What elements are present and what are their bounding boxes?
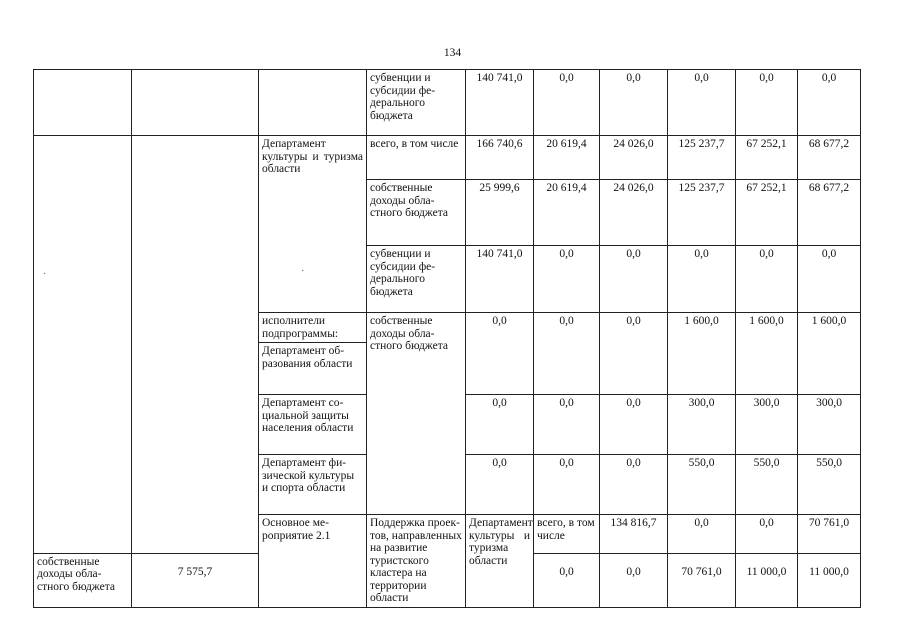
- value-cell: 300,0: [668, 395, 736, 455]
- value-cell: 125 237,7: [668, 136, 736, 180]
- empty-cell: [132, 136, 259, 554]
- measure-label: Основное мероприятие 2.1: [259, 515, 367, 608]
- empty-cell: [132, 70, 259, 136]
- value-cell: 140 741,0: [466, 70, 534, 136]
- value-cell: 166 740,6: [466, 136, 534, 180]
- value-cell: 0,0: [600, 553, 668, 607]
- value-cell: 1 600,0: [736, 313, 798, 395]
- executor-cell: Департамент физической культуры и спорта области: [259, 455, 367, 515]
- value-cell: 0,0: [466, 313, 534, 395]
- value-cell: 550,0: [736, 455, 798, 515]
- value-cell: 70 761,0: [798, 515, 861, 554]
- value-cell: 0,0: [668, 246, 736, 313]
- table-row: [34, 70, 861, 136]
- value-cell: 0,0: [600, 395, 668, 455]
- executor-cell: Департамент культуры и туризма области: [259, 136, 367, 313]
- value-cell: 0,0: [798, 70, 861, 136]
- scan-speck: ·: [301, 266, 305, 277]
- funding-source-label: собственные доходы областного бюджета: [367, 313, 466, 515]
- value-cell: 25 999,6: [466, 180, 534, 246]
- budget-table: [33, 69, 861, 608]
- value-cell: 0,0: [668, 70, 736, 136]
- value-cell: 70 761,0: [668, 553, 736, 607]
- value-cell: 134 816,7: [600, 515, 668, 554]
- value-cell: 0,0: [736, 515, 798, 554]
- value-cell: 0,0: [534, 395, 600, 455]
- value-cell: 0,0: [798, 246, 861, 313]
- value-cell: 11 000,0: [736, 553, 798, 607]
- value-cell: 0,0: [600, 70, 668, 136]
- value-cell: 0,0: [736, 246, 798, 313]
- value-cell: 0,0: [534, 553, 600, 607]
- value-cell: 20 619,4: [534, 136, 600, 180]
- funding-source-label: всего, в том числе: [367, 136, 466, 180]
- value-cell: 67 252,1: [736, 136, 798, 180]
- funding-source-label: субвенции и субсидии федерального бюджета: [367, 70, 466, 136]
- education-dept-label: Департамент образования области: [262, 345, 353, 370]
- value-cell: 0,0: [534, 70, 600, 136]
- value-cell: 550,0: [668, 455, 736, 515]
- value-cell: 11 000,0: [798, 553, 861, 607]
- scan-speck: ·: [43, 269, 47, 280]
- funding-source-label: собственные доходы областного бюджета: [367, 180, 466, 246]
- executor-cell: [259, 313, 367, 395]
- value-cell: 24 026,0: [600, 136, 668, 180]
- value-cell: 300,0: [798, 395, 861, 455]
- table-row: [34, 136, 861, 180]
- value-cell: 68 677,2: [798, 136, 861, 180]
- value-cell: 125 237,7: [668, 180, 736, 246]
- value-cell: 20 619,4: [534, 180, 600, 246]
- value-cell: 0,0: [466, 455, 534, 515]
- value-cell: 1 600,0: [668, 313, 736, 395]
- value-cell: 68 677,2: [798, 180, 861, 246]
- page-number: 134: [443, 47, 462, 59]
- value-cell: 0,0: [736, 70, 798, 136]
- value-cell: 300,0: [736, 395, 798, 455]
- empty-cell: [34, 70, 132, 136]
- value-cell: 0,0: [534, 313, 600, 395]
- value-cell: 0,0: [466, 395, 534, 455]
- value-cell: 0,0: [600, 313, 668, 395]
- value-cell: 67 252,1: [736, 180, 798, 246]
- empty-cell: [34, 136, 132, 554]
- empty-cell: [259, 70, 367, 136]
- value-cell: 140 741,0: [466, 246, 534, 313]
- value-cell: 0,0: [668, 515, 736, 554]
- value-cell: 7 575,7: [132, 553, 259, 607]
- executor-cell: Департамент культуры и туризма области: [466, 515, 534, 608]
- value-cell: 24 026,0: [600, 180, 668, 246]
- funding-source-label: всего, в том числе: [534, 515, 600, 554]
- executor-cell: Департамент социальной защиты населения области: [259, 395, 367, 455]
- funding-source-label: субвенции и субсидии федерального бюджета: [367, 246, 466, 313]
- value-cell: 0,0: [534, 246, 600, 313]
- measure-description: Поддержка проектов, направленных на развитие туристского кластера на территории области: [367, 515, 466, 608]
- value-cell: 0,0: [600, 455, 668, 515]
- value-cell: 0,0: [534, 455, 600, 515]
- value-cell: 1 600,0: [798, 313, 861, 395]
- executors-label: исполнители подпрограммы:: [259, 313, 366, 343]
- funding-source-label: собственные доходы областного бюджета: [34, 553, 132, 607]
- value-cell: 0,0: [600, 246, 668, 313]
- value-cell: 550,0: [798, 455, 861, 515]
